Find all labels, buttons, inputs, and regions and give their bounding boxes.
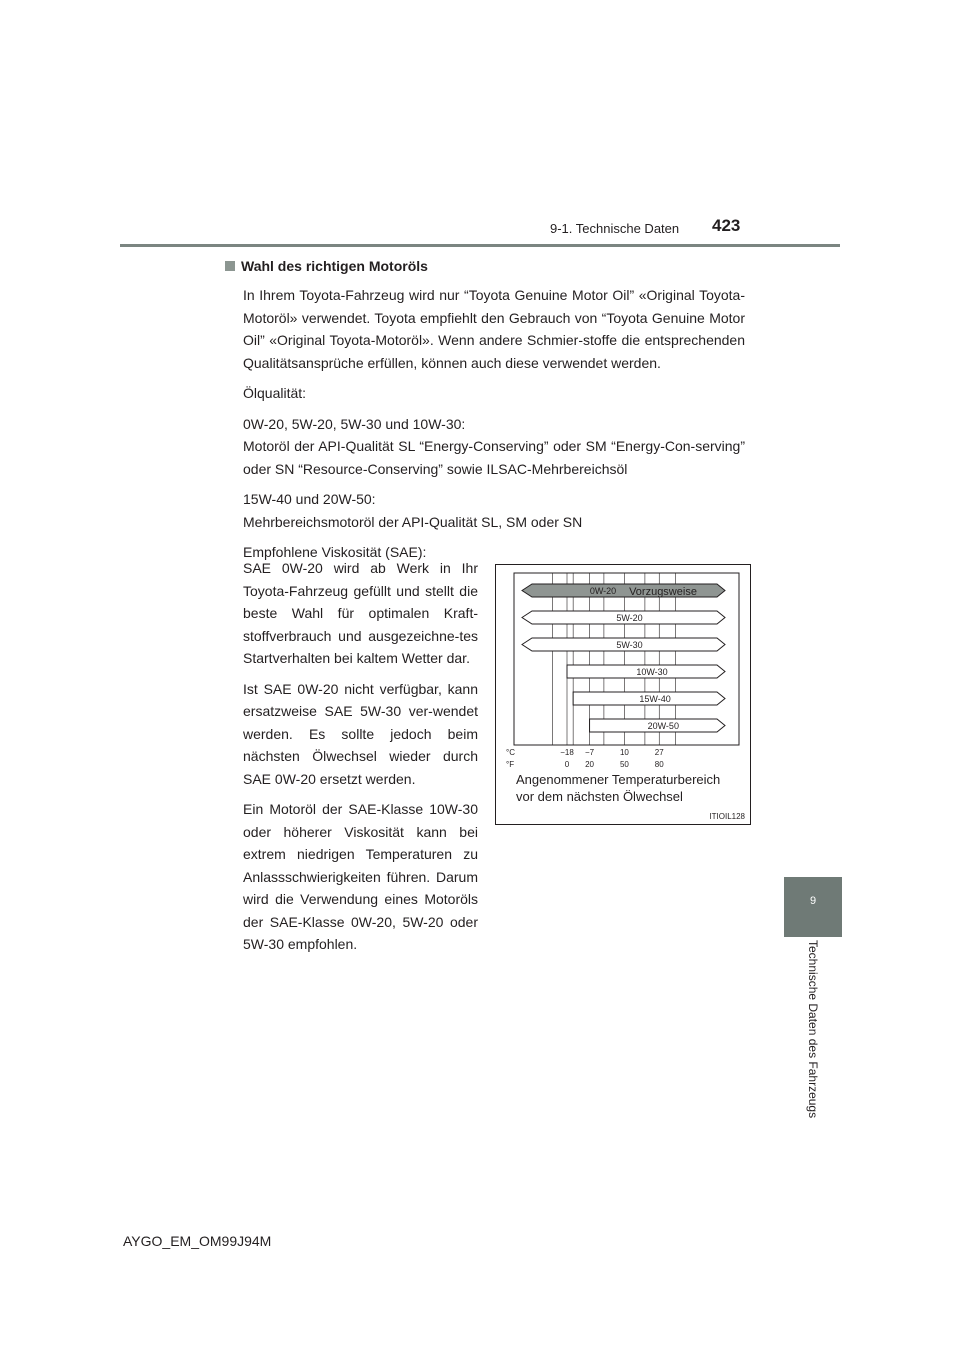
bar-label-15w-40: 15W-40 [639, 694, 671, 704]
tick-celsius-1: −7 [584, 748, 595, 757]
main-content [225, 257, 745, 564]
header-section-title: 9-1. Technische Daten [550, 221, 680, 236]
bar-label-20w-50: 20W-50 [647, 721, 679, 731]
tick-celsius-2: 10 [619, 748, 629, 757]
viscosity-chart-figure [495, 564, 751, 825]
unit-celsius: °C [506, 748, 515, 757]
header-rule [120, 244, 840, 247]
heading-text: Wahl des richtigen Motoröls [241, 258, 428, 274]
grades-b-heading: 15W-40 und 20W-50: [243, 491, 376, 507]
page-number: 423 [712, 216, 741, 235]
tick-fahrenheit-1: 20 [585, 760, 595, 769]
square-bullet-icon [225, 261, 235, 271]
tick-fahrenheit-0: 0 [564, 760, 570, 769]
tick-fahrenheit-3: 80 [654, 760, 664, 769]
bar-label-10w-30: 10W-30 [636, 667, 668, 677]
grades-b-text: Mehrbereichsmotoröl der API-Qualität SL, SM oder SN [243, 513, 583, 530]
left-column [243, 557, 478, 956]
chapter-label [803, 940, 823, 1140]
tick-celsius-0: −18 [560, 748, 574, 757]
figure-caption [516, 771, 720, 805]
caption-line-2: vor dem nächsten Ölwechsel [516, 789, 683, 804]
intro-paragraph: In Ihrem Toyota-Fahrzeug wird nur “Toyota Genuine Motor Oil” «Original Toyota-Motoröl» verwendet. Toyota empfiehlt den Gebrauch von “Toyota Genuine Motor Oil” «Original Toyota-Motoröl». Wenn andere Schmier-stoffe die entsprechenden Qualitätsansprüche erfüllen, können auch diese verwendet werden. [243, 287, 745, 371]
chapter-label-text: Technische Daten des Fahrzeugs [806, 940, 820, 1119]
bar-label-0w-20: 0W-20 [589, 586, 617, 596]
paragraph-substitute: Ist SAE 0W-20 nicht verfügbar, kann ersatzweise SAE 5W-30 ver-wendet werden. Es sollte jedoch beim nächsten Ölwechsel wieder durch SAE 0W-20 ersetzt werden. [243, 680, 478, 787]
bar-label-5w-30: 5W-30 [616, 640, 643, 650]
preferred-label: Vorzugsweise [629, 586, 697, 598]
bar-label-5w-20: 5W-20 [616, 613, 643, 623]
footer-code: AYGO_EM_OM99J94M [123, 1233, 272, 1249]
paragraph-high-viscosity: Ein Motoröl der SAE-Klasse 10W-30 oder höherer Viskosität kann bei extrem niedrigen Temperaturen zu Anlassschwierigkeiten führen. Darum wird die Verwendung eines Motoröls der SAE-Klasse 0W-20, 5W-20 oder 5W-30 empfohlen. [243, 801, 478, 952]
chapter-tab [784, 877, 842, 937]
paragraph-factory-fill: SAE 0W-20 wird ab Werk in Ihr Toyota-Fahrzeug gefüllt und stellt die beste Wahl für optimalen Kraft-stoffverbrauch und ausgezeichne-tes Startverhalten bei kaltem Wetter dar. [243, 560, 478, 666]
tick-fahrenheit-2: 50 [619, 760, 629, 769]
unit-fahrenheit: °F [506, 760, 515, 769]
chapter-number: 9 [809, 895, 817, 907]
grades-a-text: Motoröl der API-Qualität SL “Energy-Conserving” oder SM “Energy-Con-serving” oder SN “Resource-Conserving” sowie ILSAC-Mehrbereichsöl [243, 438, 745, 477]
oil-quality-label: Ölqualität: [243, 385, 307, 401]
grades-a-heading: 0W-20, 5W-20, 5W-30 und 10W-30: [243, 415, 466, 432]
caption-line-1: Angenommener Temperaturbereich [516, 772, 721, 787]
tick-celsius-3: 27 [654, 748, 664, 757]
figure-code: ITIOIL128 [709, 812, 745, 821]
viscosity-label: Empfohlene Viskosität (SAE): [243, 544, 427, 560]
section-heading [225, 257, 745, 276]
